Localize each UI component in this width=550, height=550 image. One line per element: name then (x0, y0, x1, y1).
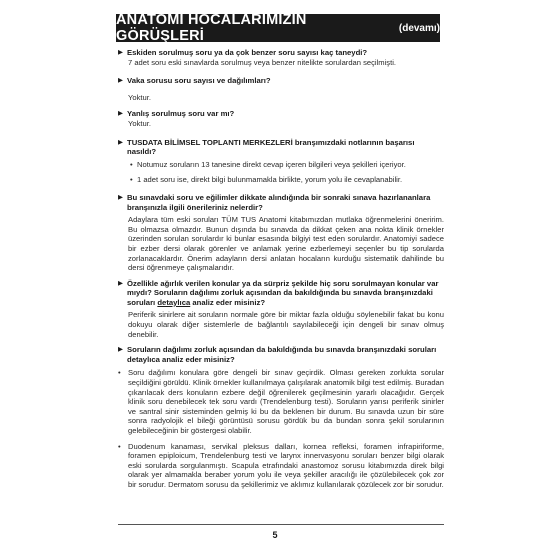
bullet-item: • 1 adet soru ise, direkt bilgi bulunmamakla birlikte, yorum yolu ile cevaplanabilir. (130, 175, 403, 185)
triangle-bullet-icon: ▶ (118, 279, 123, 287)
triangle-bullet-icon: ▶ (118, 138, 123, 146)
triangle-bullet-icon: ▶ (118, 77, 123, 85)
question-7: ▶ Soruların dağılımı zorluk açısından da bakıldığında bu sınavda branşınızdaki soruları detaylıca analiz eder misiniz? (118, 345, 437, 364)
dot-bullet-icon: • (118, 441, 121, 451)
bullet-item: • Duodenum kanaması, servikal pleksus dalları, kornea refleksi, foramen infrapiriforme, foramen epiploicum, Trendelenburg testi ve larynx innervasyonu soruları benzer bilgi olarak eski sorularda sorgulanmıştı. Scapula etrafındaki anastomoz sorusu kitabımızda direk bilgi olarak yer almamakla beraber yorum yolu ile veya şekiller aracılığı ile çözülebilecek çok zor bir sorudur. Dermatom sorusu da şekillerimiz ve aklımız kullanılarak çözülecek zor bir sorudur. (118, 441, 444, 489)
question-2: ▶ Vaka sorusu soru sayısı ve dağılımları? (118, 76, 271, 86)
question-3: ▶ Yanlış sorulmuş soru var mı? (118, 109, 235, 119)
page-number: 5 (272, 530, 278, 540)
question-1: ▶ Eskiden sorulmuş soru ya da çok benzer soru sayısı kaç taneydi? (118, 48, 368, 57)
dot-bullet-icon: • (118, 368, 121, 378)
bullet-item: • Soru dağılımı konulara göre dengeli bir sınav geçirdik. Olması gereken zorlukta sorular seçildiğini görüldü. Klinik örnekler kullanılmaya çalışılarak anatomik bilgi test edilmiş. Buradan çıkarılacak ders konuların ezbere değil öğrenilerek geçilmesinin yararlı olacağıdır. Gerçek klinik soru denebilecek tek soru vardı (Trendelenburg testi). Soruların yarısı periferik sinirler ve santral sinir sisteminden gelmiş ki bu da beklenen bir durum. Bu sınavda uzun bir süre sonra radyolojik el bileği görüntüsü sorusu gördük bu da bundan sonra şekil sorularının gelebileceğinin bir göstergesi olabilir. (118, 368, 444, 435)
bullet-item: • Notumuz soruların 13 tanesine direkt cevap içeren bilgileri veya şekilleri içeriyor. (130, 159, 406, 169)
triangle-bullet-icon: ▶ (118, 346, 123, 354)
answer-2: Yoktur. (128, 92, 151, 102)
content-area (118, 44, 444, 490)
section-header (116, 14, 440, 42)
header-subtitle: (devamı) (398, 22, 440, 34)
triangle-bullet-icon: ▶ (118, 110, 123, 118)
header-title: ANATOMİ HOCALARIMIZIN GÖRÜŞLERİ (116, 12, 307, 44)
triangle-bullet-icon: ▶ (118, 49, 123, 56)
dot-bullet-icon: • (130, 159, 133, 169)
answer-1: 7 adet soru eski sınavlarda sorulmuş veya benzer nitelikte sorulardan seçilmişti. (128, 57, 397, 67)
question-6: ▶ Özellikle ağırlık verilen konular ya da sürpriz şekilde hiç soru sorulmayan konular var mıydı? Soruların dağılımı zorluk açısından da bakıldığında bu sınavda branşınızdaki soruları detaylıca analiz eder misiniz? (118, 278, 439, 307)
footer-divider (118, 524, 444, 525)
triangle-bullet-icon: ▶ (118, 193, 123, 201)
question-4: ▶ TUSDATA BİLİMSEL TOPLANTI MERKEZLERİ branşımızdaki notlarının başarısı nasıldı? (118, 137, 415, 157)
question-5: ▶ Bu sınavdaki soru ve eğilimler dikkate alındığında bir sonraki sınava hazırlananlara branşınızla ilgili önerileriniz nelerdir? (118, 192, 431, 212)
answer-3: Yoktur. (128, 118, 151, 128)
answer-5: Adaylara tüm eski soruları TÜM TUS Anatomi kitabımızdan mutlaka öğrenmelerini öneririm. Bu olmazsa olmazdır. Bunun dışında bu sınavda da dikkat çeken ana nokta klinik örnekler üzerinden sorulan sorulardır ki bunlar esasında bilgiyi test eden sorulardır. Anatomiyi sadece bir ezber dersi olarak görenler ve anlamak yerine ezberlemeyi seçenler bu tip sorularda zorlanacaklardır. Önerim adayların dersi anlatan hocaların kurduğu sistematik dahilinde bu dersi öğrenmeye çalışmalarıdır. (128, 215, 444, 273)
dot-bullet-icon: • (130, 175, 133, 185)
answer-6: Periferik sinirlere ait soruların normale göre bir miktar fazla olduğu söylenebilir fakat bu konu dokuyu olarak diğer sistemlerle de bağlantılı sayılabileceği için dengeli bir sınav olmuş denebilir. (128, 310, 444, 339)
